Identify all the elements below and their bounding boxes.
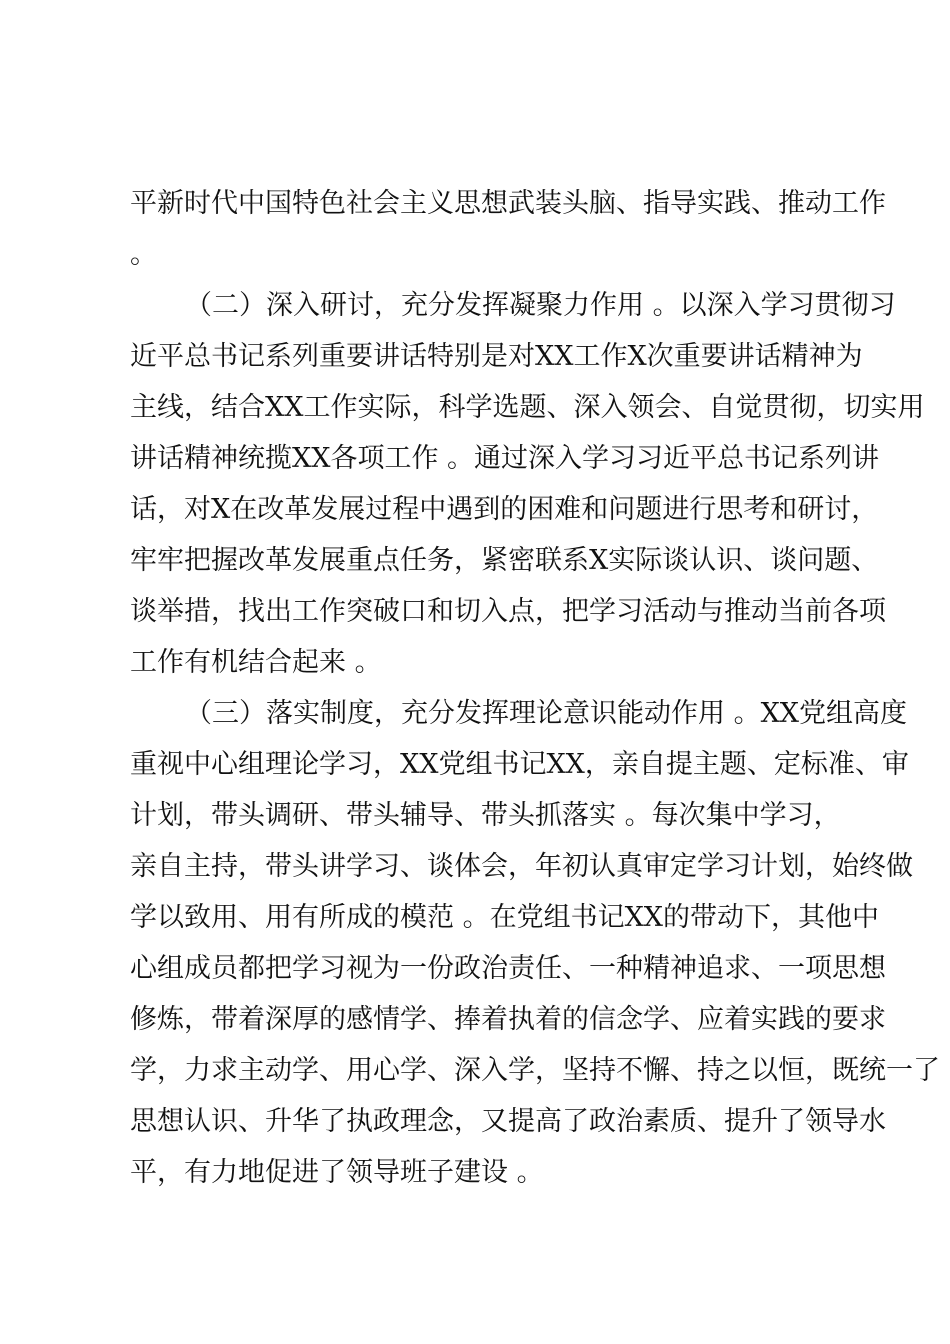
- paragraph-heading-line: （二）深入研讨，充分发挥凝聚力作用 。以深入学习贯彻习: [185, 290, 896, 321]
- text-line: 工作有机结合起来 。: [130, 647, 382, 678]
- text-line: 。: [130, 239, 157, 270]
- text-line: 亲自主持，带头讲学习、谈体会，年初认真审定学习计划，始终做: [130, 851, 913, 882]
- text-line: 重视中心组理论学习，XX党组书记XX，亲自提主题、定标准、审: [130, 749, 909, 780]
- text-line: 心组成员都把学习视为一份政治责任、一种精神追求、一项思想: [130, 953, 886, 984]
- text-line: 学，力求主动学、用心学、深入学，坚持不懈、持之以恒，既统一了: [130, 1055, 940, 1086]
- text-line: 牢牢把握改革发展重点任务，紧密联系X实际谈认识、谈问题、: [130, 545, 879, 576]
- text-line: 思想认识、升华了执政理念，又提高了政治素质、提升了领导水: [130, 1106, 886, 1137]
- text-line: 学以致用、用有所成的模范 。在党组书记XX的带动下，其他中: [130, 902, 880, 933]
- text-line: 讲话精神统揽XX各项工作 。通过深入学习习近平总书记系列讲: [130, 443, 880, 474]
- text-line: 主线，结合XX工作实际，科学选题、深入领会、自觉贯彻，切实用: [130, 392, 925, 423]
- text-line: 谈举措，找出工作突破口和切入点，把学习活动与推动当前各项: [130, 596, 886, 627]
- text-line: 平新时代中国特色社会主义思想武装头脑、指导实践、推动工作: [130, 188, 886, 219]
- text-line: 话，对X在改革发展过程中遇到的困难和问题进行思考和研讨，: [130, 494, 879, 525]
- text-line: 近平总书记系列重要讲话特别是对XX工作X次重要讲话精神为: [130, 341, 863, 372]
- text-line: 计划，带头调研、带头辅导、带头抓落实 。每次集中学习，: [130, 800, 841, 831]
- text-line: 修炼，带着深厚的感情学、捧着执着的信念学、应着实践的要求: [130, 1004, 886, 1035]
- text-line: 平，有力地促进了领导班子建设 。: [130, 1157, 544, 1188]
- paragraph-heading-line: （三）落实制度，充分发挥理论意识能动作用 。XX党组高度: [185, 698, 908, 729]
